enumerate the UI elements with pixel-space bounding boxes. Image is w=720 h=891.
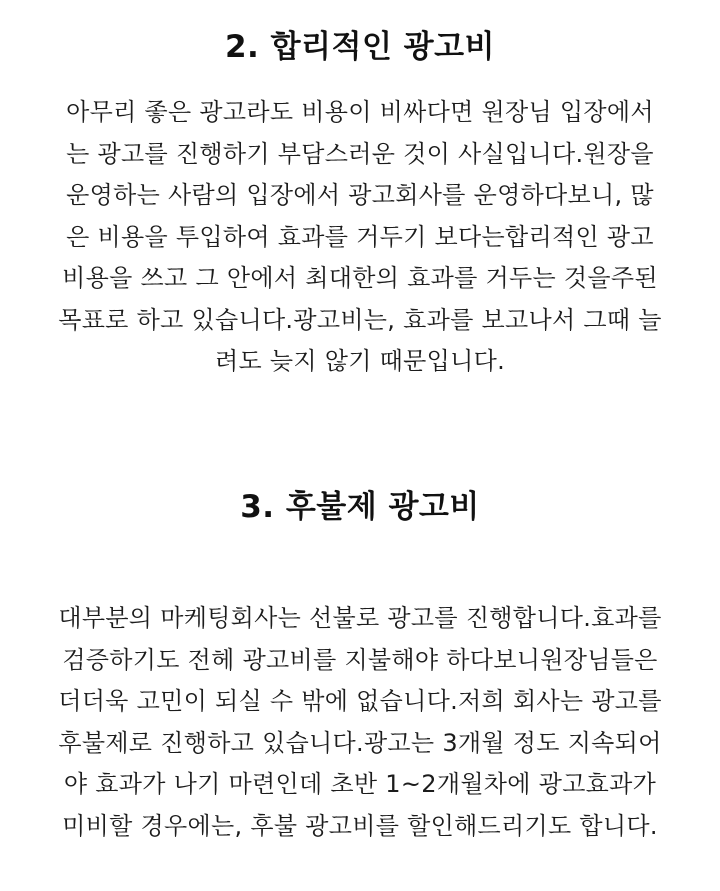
- paragraph-line: 야 효과가 나기 마련인데 초반 1~2개월차에 광고효과가: [63, 770, 657, 798]
- paragraph-line: 비용을 쓰고 그 안에서 최대한의 효과를 거두는 것을주된: [62, 264, 658, 292]
- paragraph-line: 검증하기도 전헤 광고비를 지불해야 하다보니원장님들은: [62, 645, 658, 674]
- paragraph-line: 운영하는 사람의 입장에서 광고회사를 운영하다보니, 많: [66, 181, 654, 209]
- paragraph-line: 후불제로 진행하고 있습니다.광고는 3개월 정도 지속되어: [58, 728, 662, 757]
- section-heading: 3. 후불제 광고비: [240, 489, 480, 525]
- section-body-paragraph: [28, 598, 692, 847]
- section-deferred-payment-ad-cost: [0, 482, 720, 532]
- paragraph-line: 아무리 좋은 광고라도 비용이 비싸다면 원장님 입장에서: [66, 98, 654, 126]
- paragraph-line: 려도 늦지 않기 때문입니다.: [214, 347, 506, 375]
- paragraph-line: 은 비용을 투입하여 효과를 거두기 보다는합리적인 광고: [66, 222, 654, 251]
- paragraph-line: 더더욱 고민이 되실 수 밖에 없습니다.저희 회사는 광고를: [58, 687, 662, 715]
- paragraph-line: 목표로 하고 있습니다.광고비는, 효과를 보고나서 그때 늘: [58, 305, 662, 334]
- section-reasonable-ad-cost: [0, 22, 720, 72]
- section-heading: 2. 합리적인 광고비: [224, 29, 496, 65]
- section-body-paragraph: [28, 92, 692, 383]
- paragraph-line: 미비할 경우에는, 후불 광고비를 할인해드리기도 합니다.: [62, 811, 658, 840]
- paragraph-line: 대부분의 마케팅회사는 선불로 광고를 진행합니다.효과를: [58, 604, 662, 632]
- paragraph-line: 는 광고를 진행하기 부담스러운 것이 사실입니다.원장을: [66, 139, 654, 168]
